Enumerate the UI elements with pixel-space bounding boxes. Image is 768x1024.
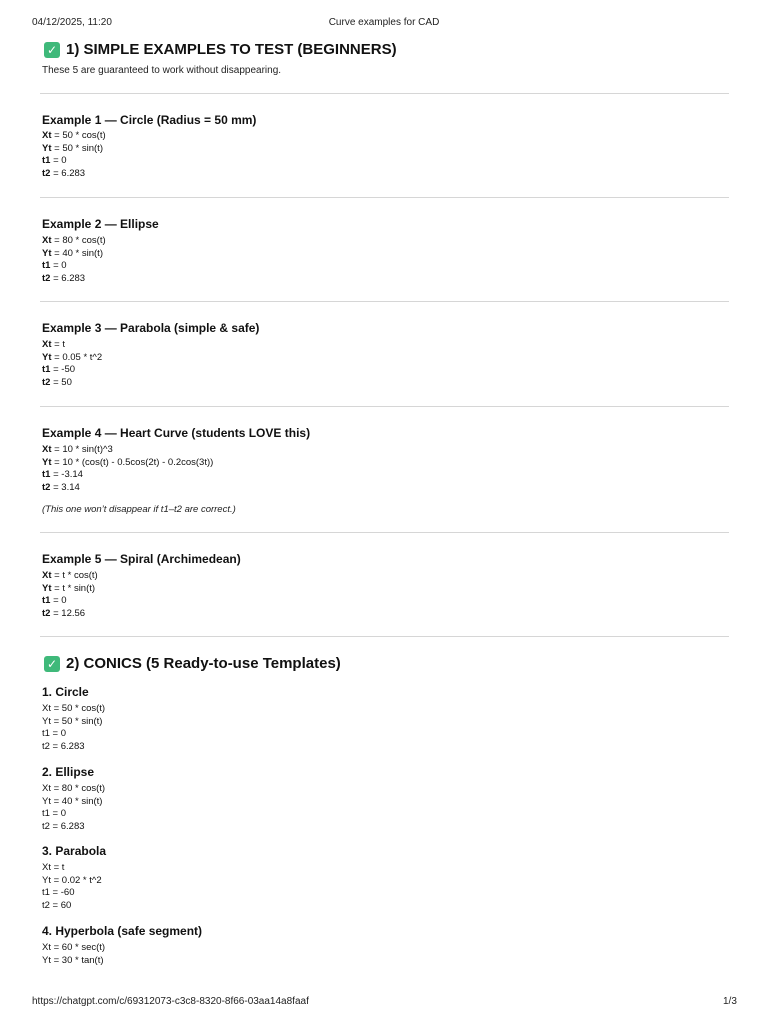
print-datetime: 04/12/2025, 11:20	[32, 17, 112, 28]
formula-line: t2 = 3.14	[42, 481, 80, 493]
section-1-heading	[44, 41, 397, 58]
conic-2-title: 2. Ellipse	[42, 765, 95, 779]
formula-line: Yt = 50 * sin(t)	[42, 715, 103, 727]
formula-line: Yt = 40 * sin(t)	[42, 247, 103, 259]
example-5-formulas	[42, 570, 98, 620]
example-1-title: Example 1 — Circle (Radius = 50 mm)	[42, 113, 257, 127]
formula-line: t2 = 6.283	[42, 272, 86, 284]
formula-line: Xt = 10 * sin(t)^3	[42, 444, 113, 455]
formula-line: t1 = 0	[42, 155, 67, 166]
example-3-title: Example 3 — Parabola (simple & safe)	[42, 321, 260, 335]
conic-1-formulas	[42, 703, 105, 753]
section-1-subtitle: These 5 are guaranteed to work without disappearing.	[42, 65, 282, 76]
formula-line: Xt = 50 * cos(t)	[42, 703, 106, 714]
example-4-title: Example 4 — Heart Curve (students LOVE this)	[42, 426, 311, 440]
divider	[40, 636, 729, 637]
check-mark-icon: ✓	[44, 656, 60, 672]
formula-line: t2 = 6.283	[42, 167, 86, 179]
print-url: https://chatgpt.com/c/69312073-c3c8-8320-8f66-03aa14a8faaf	[32, 996, 309, 1007]
divider	[40, 532, 729, 533]
conic-3-title: 3. Parabola	[42, 844, 107, 858]
formula-line: t1 = -50	[42, 364, 76, 375]
example-5-title: Example 5 — Spiral (Archimedean)	[42, 552, 241, 566]
formula-line: t1 = 0	[42, 808, 67, 819]
formula-line: Xt = t	[42, 862, 65, 873]
section-1-title: 1) SIMPLE EXAMPLES TO TEST (BEGINNERS)	[66, 41, 397, 58]
formula-line: t1 = 0	[42, 728, 67, 739]
formula-line: Yt = 40 * sin(t)	[42, 795, 103, 807]
divider	[40, 301, 729, 302]
divider	[40, 197, 729, 198]
formula-line: t2 = 60	[42, 899, 72, 911]
conic-2-formulas	[42, 783, 105, 833]
formula-line: Yt = 0.05 * t^2	[42, 351, 103, 363]
formula-line: t1 = 0	[42, 260, 67, 271]
formula-line: Xt = 80 * cos(t)	[42, 783, 106, 794]
example-2-formulas	[42, 235, 106, 285]
conic-1-title: 1. Circle	[42, 685, 89, 699]
formula-line: Yt = t * sin(t)	[42, 582, 96, 594]
formula-line: t2 = 50	[42, 376, 72, 388]
print-page-title: Curve examples for CAD	[328, 17, 440, 28]
example-3-formulas	[42, 339, 102, 389]
formula-line: t2 = 6.283	[42, 740, 85, 752]
conic-3-formulas	[42, 862, 102, 912]
formula-line: Xt = 60 * sec(t)	[42, 942, 106, 953]
formula-line: Xt = t * cos(t)	[42, 570, 98, 581]
formula-line: Xt = t	[42, 339, 65, 350]
section-2-title: 2) CONICS (5 Ready-to-use Templates)	[66, 655, 341, 672]
print-page-number: 1/3	[723, 996, 737, 1007]
formula-line: Yt = 50 * sin(t)	[42, 142, 103, 154]
conic-4-formulas	[42, 942, 105, 967]
formula-line: t1 = 0	[42, 595, 67, 606]
example-4-formulas	[42, 444, 213, 494]
formula-line: Yt = 30 * tan(t)	[42, 954, 104, 966]
formula-line: Xt = 50 * cos(t)	[42, 130, 106, 141]
section-2-heading	[44, 655, 341, 672]
formula-line: t1 = -60	[42, 887, 75, 898]
formula-line: t2 = 6.283	[42, 820, 85, 832]
example-1-formulas	[42, 130, 106, 180]
formula-line: t1 = -3.14	[42, 469, 83, 480]
formula-line: Yt = 10 * (cos(t) - 0.5cos(2t) - 0.2cos(3t))	[42, 456, 214, 468]
formula-line: Yt = 0.02 * t^2	[42, 874, 102, 886]
formula-line: Xt = 80 * cos(t)	[42, 235, 106, 246]
divider	[40, 93, 729, 94]
divider	[40, 406, 729, 407]
example-4-note: (This one won’t disappear if t1–t2 are correct.)	[42, 504, 236, 515]
conic-4-title: 4. Hyperbola (safe segment)	[42, 924, 203, 938]
example-2-title: Example 2 — Ellipse	[42, 217, 159, 231]
formula-line: t2 = 12.56	[42, 607, 86, 619]
check-mark-icon: ✓	[44, 42, 60, 58]
